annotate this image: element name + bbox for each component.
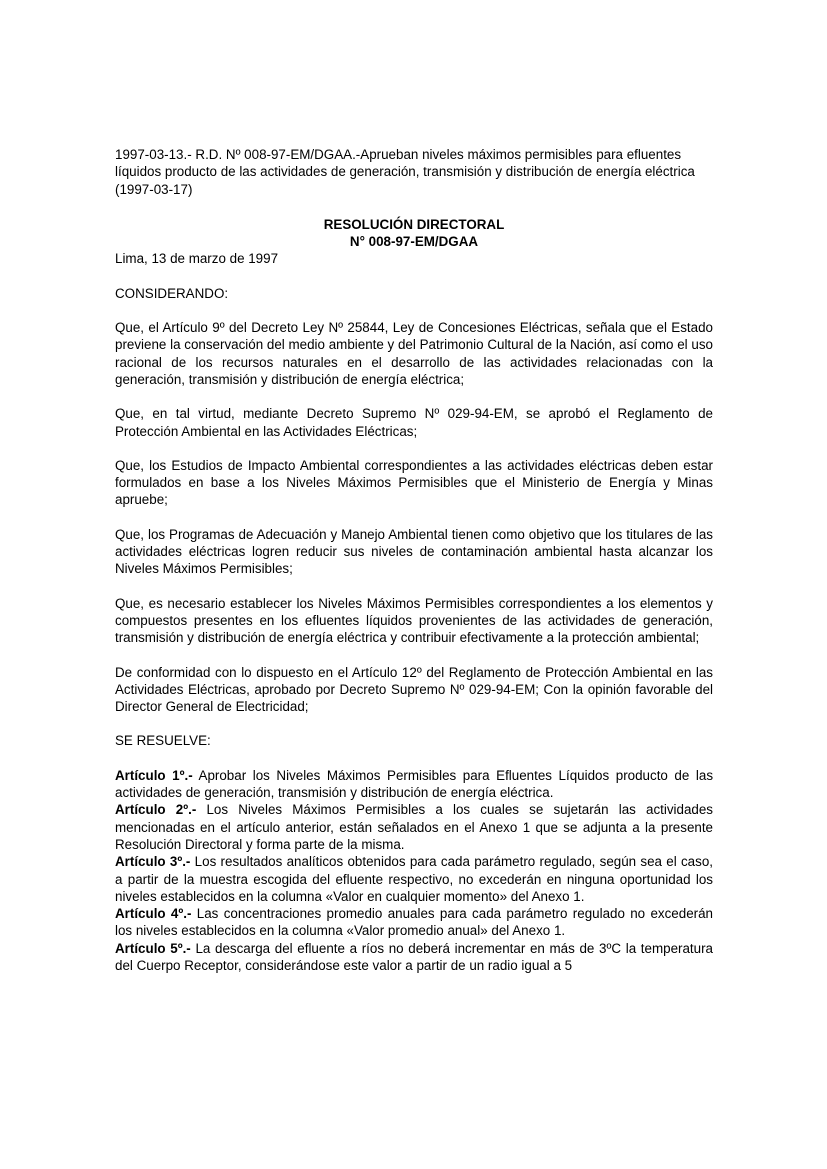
article-label: Artículo 1º.- [115,767,193,783]
resuelve-heading: SE RESUELVE: [115,733,211,749]
article-label: Artículo 2º.- [115,802,197,818]
resolution-number: N° 008-97-EM/DGAA [349,234,479,250]
considerando-heading: CONSIDERANDO: [115,285,229,301]
article-label: Artículo 4º.- [115,906,192,922]
article-4 [115,905,713,940]
article-text: Aprobar los Niveles Máximos Permisibles para Efluentes Líquidos producto de las actividades de generación, transmisión y distribución de energía eléctrica. [115,767,714,801]
article-text: Las concentraciones promedio anuales para cada parámetro regulado no excederán los niveles establecidos en la columna «Valor promedio anual» del Anexo 1. [115,906,713,939]
article-label: Artículo 5º.- [115,940,191,956]
resolution-heading [115,216,713,251]
article-label: Artículo 3º.- [115,854,191,870]
article-text: Los Niveles Máximos Permisibles a los cuales se sujetarán las actividades mencionadas en el artículo anterior, están señalados en el Anexo 1 que se adjunta a la presente Resolución Directoral y forma parte de la misma. [115,802,713,852]
article-text: Los resultados analíticos obtenidos para cada parámetro regulado, según sea el caso, a partir de la muestra escogida del efluente respectivo, no excederán en ninguna oportunidad los niveles establecidos en la columna «Valor en cualquier momento» del Anexo 1. [115,854,713,904]
document-page [115,146,713,974]
considerando-paragraph: De conformidad con lo dispuesto en el Artículo 12º del Reglamento de Protección Ambiental en las Actividades Eléctricas, aprobado por Decreto Supremo Nº 029-94-EM; Con la opinión favorable del Director General de Electricidad; [115,664,713,715]
considerando-paragraph: Que, en tal virtud, mediante Decreto Supremo Nº 029-94-EM, se aprobó el Reglamento de Protección Ambiental en las Actividades Eléctricas; [115,406,713,439]
article-3 [115,853,713,905]
considerando-paragraph: Que, los Estudios de Impacto Ambiental correspondientes a las actividades eléctricas deben estar formulados en base a los Niveles Máximos Permisibles que el Ministerio de Energía y Minas apruebe; [115,457,713,508]
document-intro: 1997-03-13.- R.D. Nº 008-97-EM/DGAA.-Aprueban niveles máximos permisibles para efluentes líquidos producto de las actividades de generación, transmisión y distribución de energía eléctrica (1997-03-17) [115,147,695,197]
considerando-paragraph: Que, los Programas de Adecuación y Manejo Ambiental tienen como objetivo que los titulares de las actividades eléctricas logren reducir sus niveles de contaminación ambiental hasta alcanzar los Niveles Máximos Permisibles; [115,526,713,577]
article-1 [115,767,713,802]
articles-list [115,767,713,975]
article-2 [115,801,713,853]
place-date: Lima, 13 de marzo de 1997 [115,251,279,267]
considerando-paragraph: Que, el Artículo 9º del Decreto Ley Nº 25844, Ley de Concesiones Eléctricas, señala que el Estado previene la conservación del medio ambiente y del Patrimonio Cultural de la Nación, así como el uso racional de los recursos naturales en el desarrollo de las actividades relacionadas con la generación, transmisión y distribución de energía eléctrica; [115,320,713,387]
resolution-title: RESOLUCIÓN DIRECTORAL [323,216,505,232]
considerando-paragraph: Que, es necesario establecer los Niveles Máximos Permisibles correspondientes a los elementos y compuestos presentes en los efluentes líquidos provenientes de las actividades de generación, transmisión y distribución de energía eléctrica y contribuir efectivamente a la protección ambiental; [115,595,713,646]
article-text: La descarga del efluente a ríos no deberá incrementar en más de 3ºC la temperatura del Cuerpo Receptor, considerándose este valor a partir de un radio igual a 5 [115,940,713,973]
article-5 [115,940,713,975]
